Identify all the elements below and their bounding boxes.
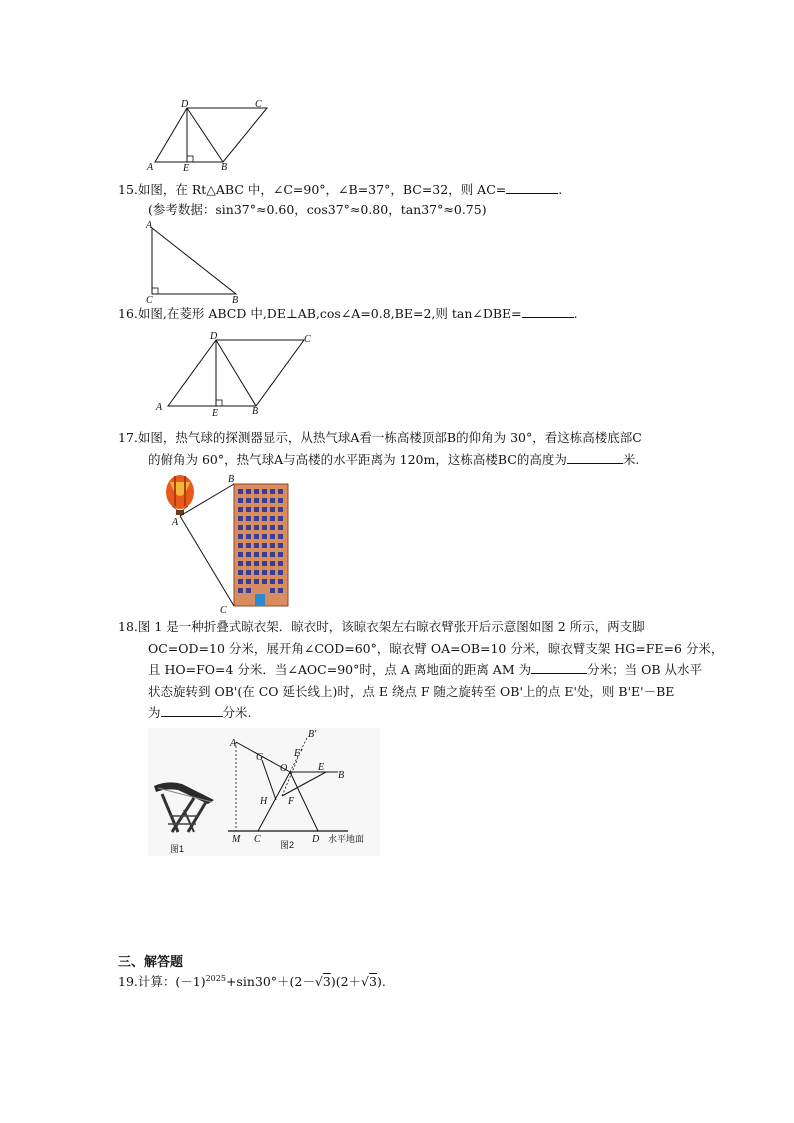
q14-label-e: E bbox=[183, 163, 190, 173]
q18-line-1: 18.图 1 是一种折叠式晾衣架．晾衣时，该晾衣架左右晾衣臂张开后示意图如图 2 所示，两支脚 bbox=[118, 619, 645, 634]
q16-label-b: B bbox=[252, 406, 259, 417]
q18-label-o: O bbox=[280, 763, 288, 774]
q16-label-a: A bbox=[156, 402, 163, 413]
q14-label-b: B bbox=[221, 162, 228, 173]
q17-line-2: 的俯角为 60°，热气球A与高楼的水平距离为 120m，这栋高楼BC的高度为 米. bbox=[148, 452, 640, 467]
q18-ground-label: 水平地面 bbox=[328, 834, 365, 844]
q18-fig1-label: 图1 bbox=[170, 844, 185, 854]
q15-figure bbox=[142, 220, 252, 305]
q18-label-e-prime: E' bbox=[294, 748, 303, 759]
q15-answer-blank[interactable] bbox=[506, 181, 558, 194]
q14-label-d: D bbox=[181, 99, 189, 110]
q18-answer-blank-2[interactable] bbox=[161, 704, 223, 717]
section-title: 三、解答题 bbox=[118, 955, 184, 970]
q18-label-a: A bbox=[230, 738, 237, 749]
q15-label-b: B bbox=[232, 295, 239, 305]
q18-label-g: G bbox=[256, 752, 264, 763]
q16-label-c: C bbox=[304, 334, 311, 345]
q17-figure bbox=[158, 470, 298, 615]
q19-radicand-1: 3 bbox=[322, 974, 331, 990]
q19-question: 19.计算：$(-1)^{2025}+\sin 30^\circ+(2-√3)(2+√3)$. bbox=[118, 974, 386, 990]
q19-exponent: 2025 bbox=[205, 974, 226, 983]
q18-answer-blank-1[interactable] bbox=[531, 661, 587, 674]
tall-building-icon bbox=[234, 484, 288, 606]
q18-line-5: 为 分米. bbox=[148, 705, 252, 720]
q18-label-d: D bbox=[312, 834, 320, 845]
q18-label-b: B bbox=[338, 770, 345, 781]
q14-figure bbox=[145, 98, 275, 173]
q15-label-a: A bbox=[146, 220, 153, 231]
q17-line-1: 17.如图，热气球的探测器显示，从热气球A看一栋高楼顶部B的仰角为 30°，看这栋高楼底部C bbox=[118, 430, 642, 445]
q19-radicand-2: 3 bbox=[369, 974, 377, 990]
q18-label-m: M bbox=[232, 834, 241, 845]
q16-figure bbox=[150, 330, 320, 418]
q18-label-c: C bbox=[254, 834, 261, 845]
q16-question: 16.如图,在菱形 ABCD 中,DE⊥AB,cos∠A=0.8,BE=2,则 tan∠DBE= . bbox=[118, 306, 578, 321]
q18-label-f: F bbox=[288, 796, 295, 807]
q16-label-e: E bbox=[212, 408, 219, 418]
q18-label-e: E bbox=[318, 762, 325, 773]
q18-line-2: OC=OD=10 分米，展开角∠COD=60°，晾衣臂 OA=OB=10 分米，晾衣臂支架 HG=FE=6 分米， bbox=[148, 641, 724, 656]
q14-label-a: A bbox=[147, 162, 154, 173]
q15-reference: (参考数据：sin37°≈0.60，cos37°≈0.80，tan37°≈0.75) bbox=[148, 202, 487, 217]
q18-fig2-label: 图2 bbox=[280, 840, 295, 850]
q14-label-c: C bbox=[255, 99, 262, 110]
q15-question: 15.如图，在 Rt△ABC 中，∠C=90°，∠B=37°，BC=32，则 AC= . bbox=[118, 182, 563, 197]
q18-line-3: 且 HO=FO=4 分米．当∠AOC=90°时，点 A 离地面的距离 AM 为 分米；当 OB 从水平 bbox=[148, 662, 702, 677]
q16-answer-blank[interactable] bbox=[522, 305, 574, 318]
q18-line-4: 状态旋转到 OB'(在 CO 延长线上)时，点 E 绕点 F 随之旋转至 OB'上的点 E'处，则 B'E'－BE bbox=[148, 684, 675, 699]
q17-label-c: C bbox=[220, 605, 227, 615]
q17-label-a: A bbox=[172, 517, 179, 528]
hot-air-balloon-icon bbox=[166, 475, 194, 515]
q17-answer-blank[interactable] bbox=[567, 451, 623, 464]
q17-label-b: B bbox=[228, 474, 235, 485]
q15-label-c: C bbox=[146, 295, 153, 305]
q18-figure bbox=[148, 728, 380, 856]
q18-label-h: H bbox=[260, 796, 268, 807]
q16-label-d: D bbox=[210, 331, 218, 342]
q18-label-b-prime: B' bbox=[308, 729, 317, 740]
